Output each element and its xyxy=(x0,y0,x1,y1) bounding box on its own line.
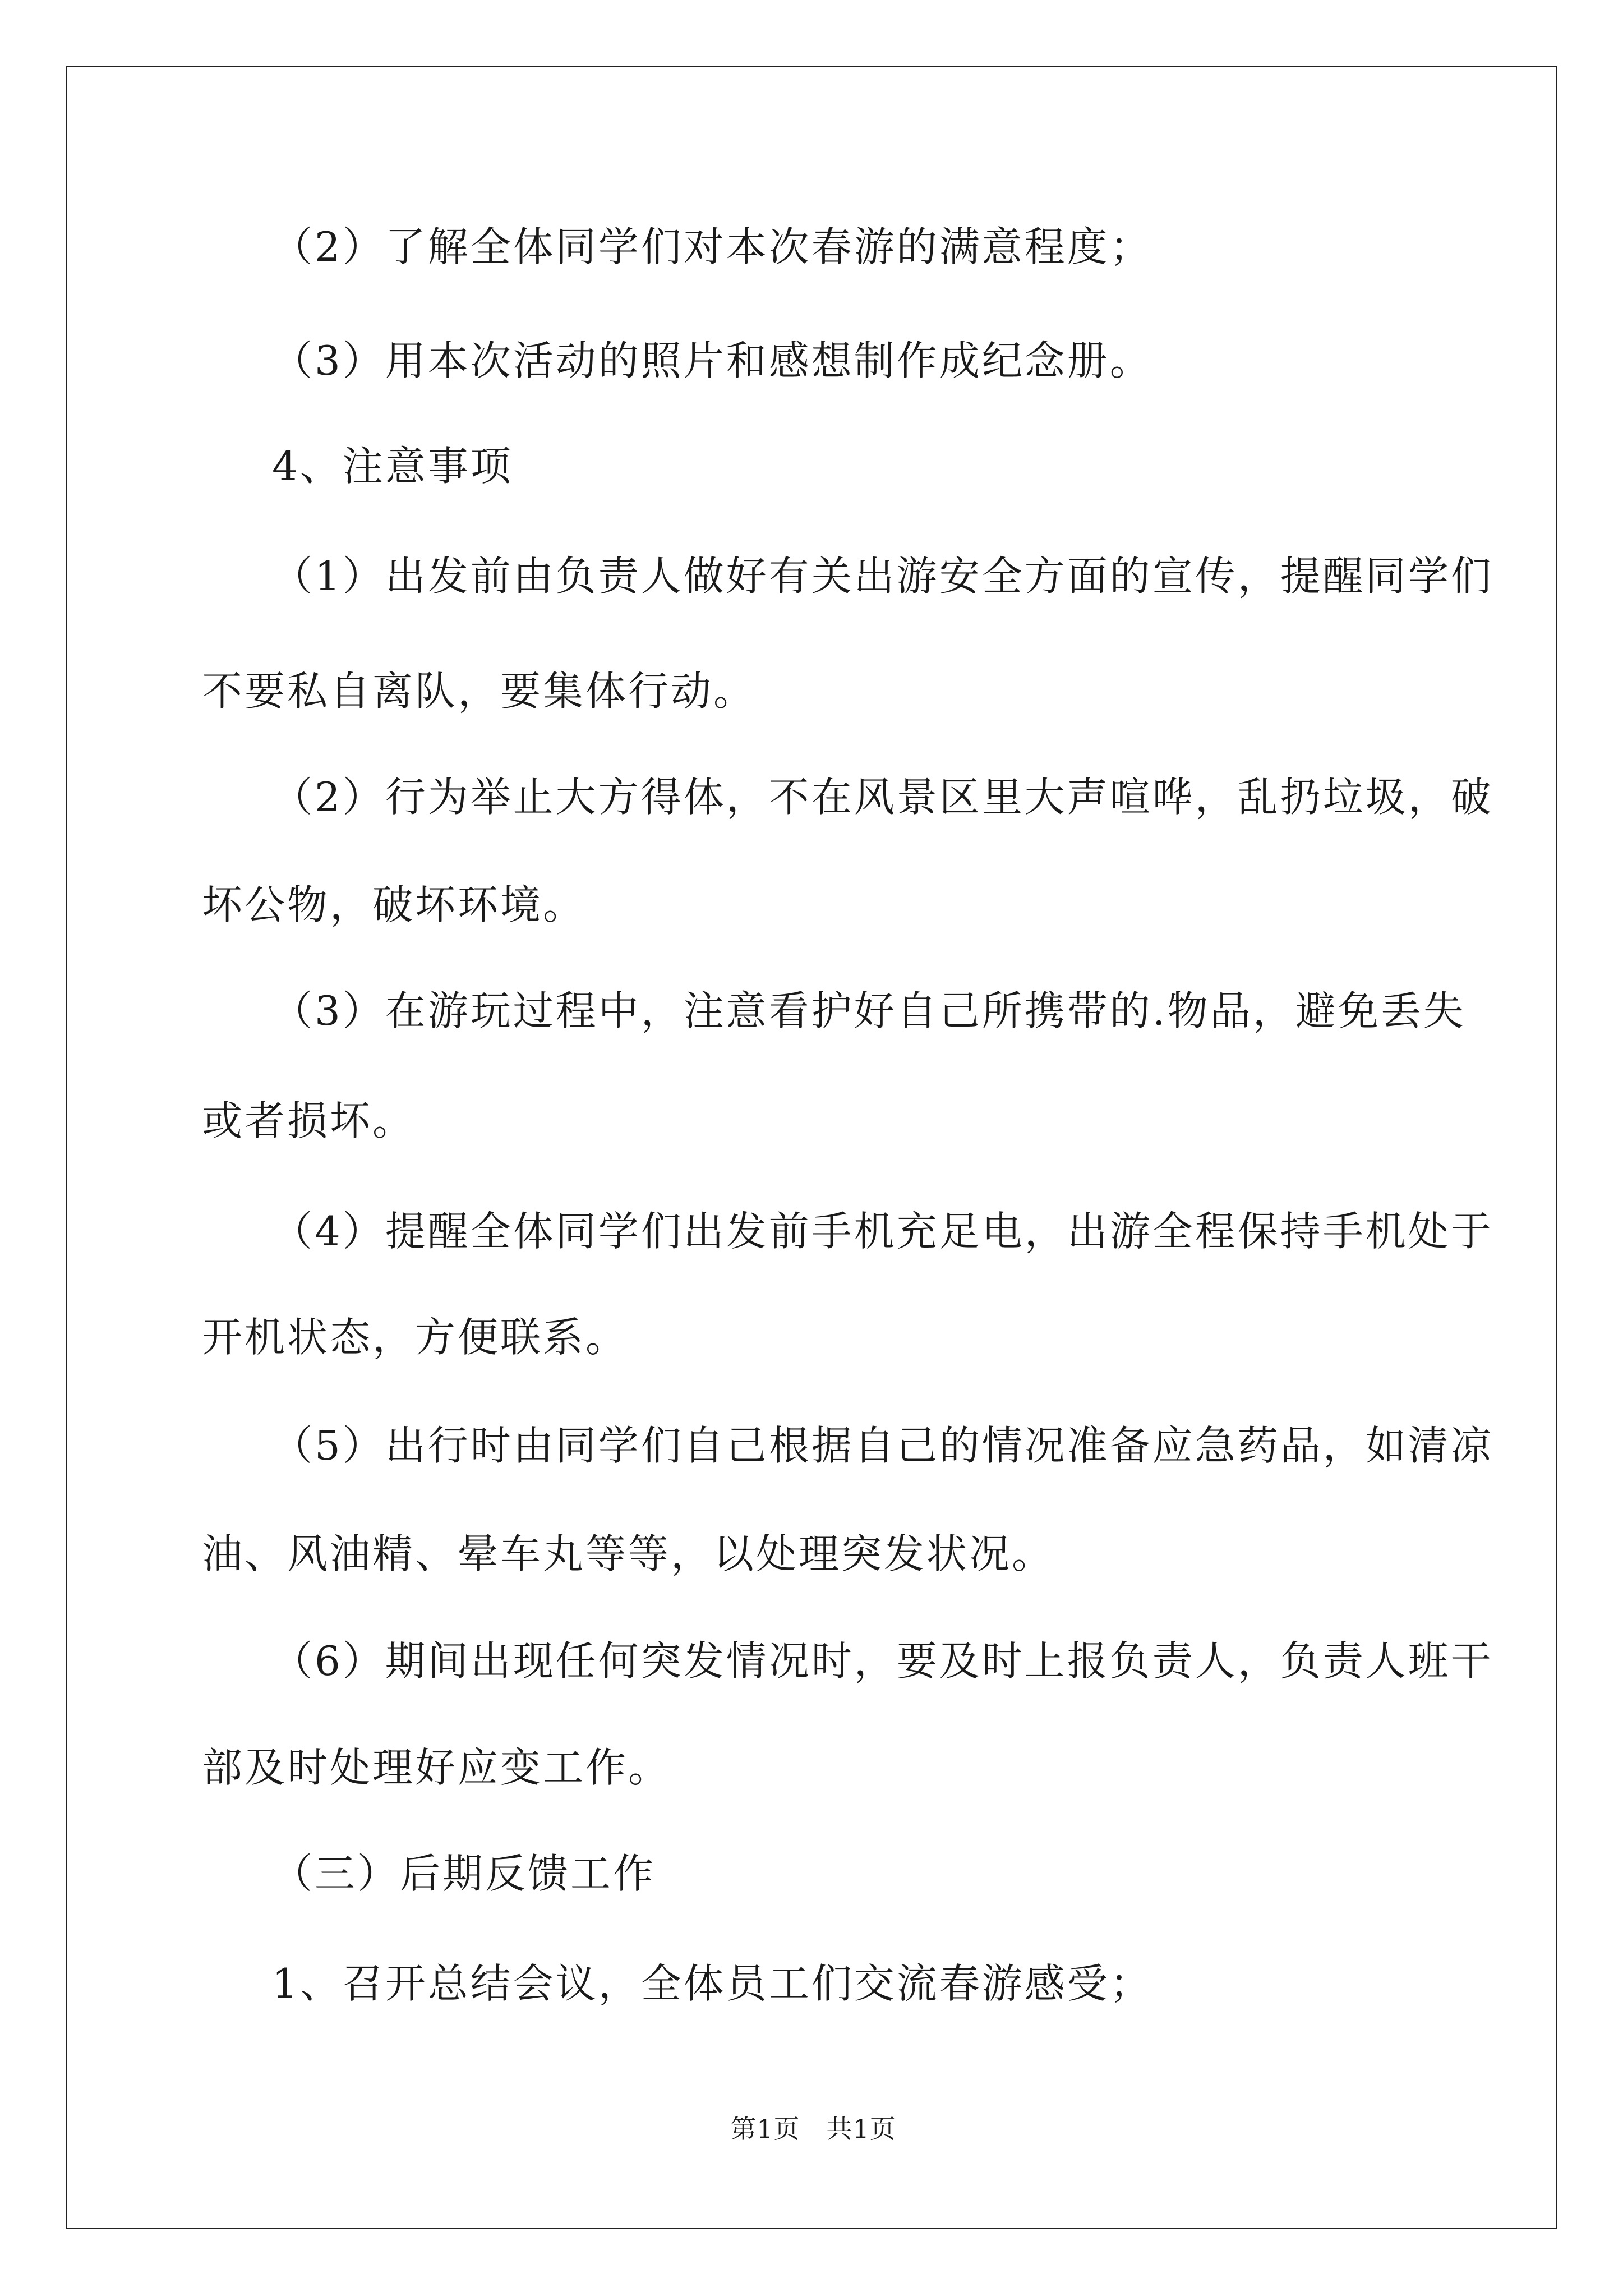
paragraph-line: （1）出发前由负责人做好有关出游安全方面的宣传，提醒同学们 xyxy=(272,553,1493,600)
paragraph-line: 1、召开总结会议，全体员工们交流春游感受； xyxy=(272,1960,1152,2007)
section-heading: 4、注意事项 xyxy=(272,443,513,490)
paragraph-line: （3）用本次活动的照片和感想制作成纪念册。 xyxy=(272,337,1152,384)
paragraph-line: 部及时处理好应变工作。 xyxy=(202,1744,671,1791)
paragraph-line: （3）在游玩过程中，注意看护好自己所携带的.物品，避免丢失 xyxy=(272,987,1466,1034)
paragraph-line: 坏公物，破坏环境。 xyxy=(202,881,586,928)
paragraph-line: （2）行为举止大方得体，不在风景区里大声喧哗，乱扔垃圾，破 xyxy=(272,774,1493,821)
page-border xyxy=(66,66,1557,2229)
paragraph-line: （5）出行时由同学们自己根据自己的情况准备应急药品，如清凉 xyxy=(272,1422,1493,1469)
section-heading: （三）后期反馈工作 xyxy=(272,1850,656,1897)
paragraph-line: 油、风油精、晕车丸等等，以处理突发状况。 xyxy=(202,1530,1055,1577)
document-body xyxy=(202,67,1559,2231)
paragraph-line: 不要私自离队，要集体行动。 xyxy=(202,668,757,715)
paragraph-line: （6）期间出现任何突发情况时，要及时上报负责人，负责人班干 xyxy=(272,1637,1493,1685)
paragraph-line: 开机状态，方便联系。 xyxy=(202,1314,629,1361)
paragraph-line: （4）提醒全体同学们出发前手机充足电，出游全程保持手机处于 xyxy=(272,1208,1493,1255)
paragraph-line: 或者损坏。 xyxy=(202,1097,416,1144)
page-number-footer: 第1页 共1页 xyxy=(730,2114,896,2144)
paragraph-line: （2）了解全体同学们对本次春游的满意程度； xyxy=(272,223,1152,270)
